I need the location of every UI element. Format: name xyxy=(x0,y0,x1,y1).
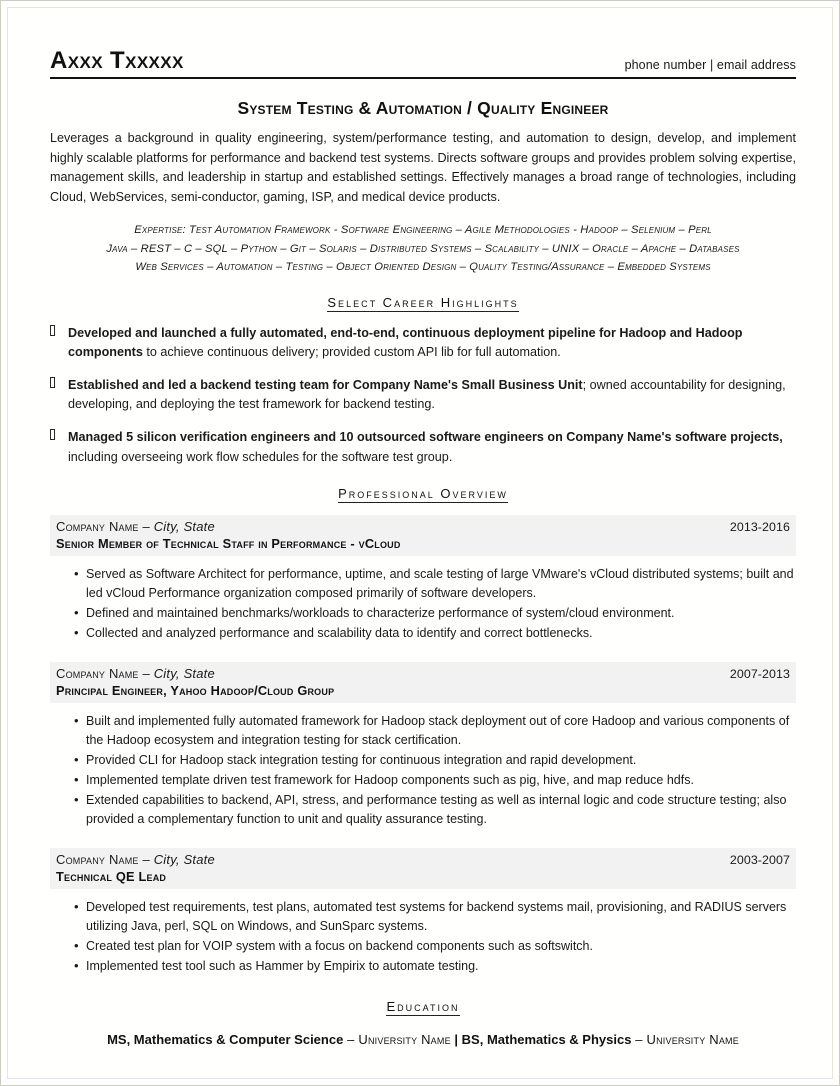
career-highlights-list xyxy=(50,324,796,467)
education-line xyxy=(50,1030,796,1050)
experience-company-row xyxy=(56,519,790,534)
experience-spacer xyxy=(50,644,796,660)
headline-title: System Testing & Automation / Quality Engineer xyxy=(237,98,609,119)
experience-role: Principal Engineer, Yahoo Hadoop/Cloud Group xyxy=(56,682,335,698)
tofu-bullet-icon xyxy=(50,324,68,362)
candidate-name: Axxx Txxxxx xyxy=(50,47,184,74)
highlight-item xyxy=(50,324,796,362)
company-city: City, xyxy=(153,518,184,534)
education-degree-1: MS, Mathematics & Computer Science xyxy=(107,1031,344,1047)
education-school-1: University Name xyxy=(358,1031,451,1047)
highlight-item xyxy=(50,376,796,414)
experience-bullet: • Provided CLI for Hadoop stack integration testing for continuous integration and rapid development. xyxy=(76,751,796,770)
section-heading-education xyxy=(50,998,796,1016)
resume-content xyxy=(50,48,796,1049)
highlight-text xyxy=(68,324,796,362)
highlight-rest-text: ; owned accountability for designing, developing, and deploying the test framework for backend testing. xyxy=(68,378,786,412)
highlight-text xyxy=(68,428,796,466)
company-city: City, xyxy=(153,665,184,681)
experience-header-band xyxy=(50,662,796,703)
experience-dates: 2003-2007 xyxy=(729,852,790,867)
education-school-2: University Name xyxy=(646,1031,739,1047)
section-heading-overview xyxy=(50,485,796,503)
experience-spacer xyxy=(50,830,796,846)
expertise-line-3: Web Services – Automation – Testing – Object Oriented Design – Quality Testing/Assurance – Embedded Systems xyxy=(135,260,711,273)
experience-bullet: • Created test plan for VOIP system with a focus on backend components such as softswitch. xyxy=(76,937,796,956)
experience-company-row xyxy=(56,666,790,681)
highlight-rest-text: including overseeing work flow schedules for the software test group. xyxy=(68,449,453,464)
company-separator: – xyxy=(138,518,154,534)
expertise-line-1: Expertise: Test Automation Framework - Software Engineering – Agile Methodologies - Hadoop – Selenium – Perl xyxy=(134,224,712,237)
experience-entry xyxy=(50,515,796,643)
experience-bullet: • Implemented template driven test framework for Hadoop components such as pig, hive, and map reduce hdfs. xyxy=(76,771,796,790)
company-state: State xyxy=(183,518,215,534)
experience-company xyxy=(56,519,215,534)
highlight-rest-text: to achieve continuous delivery; provided custom API lib for full automation. xyxy=(142,345,561,360)
section-heading-highlights-label: Select Career Highlights xyxy=(327,294,519,310)
company-name: Company Name xyxy=(56,851,139,867)
company-name: Company Name xyxy=(56,665,139,681)
expertise-line-2: Java – REST – C – SQL – Python – Git – Solaris – Distributed Systems – Scalability – UNIX – Oracle – Apache – Databases xyxy=(106,242,740,255)
highlight-bold-text: Established and led a backend testing team for Company Name's Small Business Unit xyxy=(68,378,583,393)
highlight-text xyxy=(68,376,796,414)
experience-header-band xyxy=(50,848,796,889)
experience-bullet: • Served as Software Architect for performance, uptime, and scale testing of large VMware's vCloud distributed systems; built and led vCloud Performance organization composed primarily of software developers. xyxy=(76,565,796,603)
company-state: State xyxy=(183,665,215,681)
resume-header xyxy=(50,48,796,79)
professional-summary: Leverages a background in quality engineering, system/performance testing, and automation to design, develop, and implement highly scalable platforms for performance and backend test systems. Directs software groups and provides problem solving expertise, management skills, and leadership in startup and established settings. Effectively manages a broad range of technologies, including Cloud, WebServices, semi-conductor, gaming, ISP, and medical device products. xyxy=(50,131,796,204)
experience-bullet: • Built and implemented fully automated framework for Hadoop stack deployment out of core Hadoop and various components of the Hadoop ecosystem and integration testing for stack certification. xyxy=(76,712,796,750)
experience-bullets xyxy=(50,565,796,643)
experience-header-band xyxy=(50,515,796,556)
experience-dates: 2007-2013 xyxy=(729,666,790,681)
education-dash-1: – xyxy=(343,1031,359,1047)
section-heading-education-label: Education xyxy=(386,998,460,1014)
experience-bullet: • Extended capabilities to backend, API, stress, and performance testing as well as internal logic and code structure testing; also provided a complementary function to unit and quality assurance testing. xyxy=(76,791,796,829)
experience-bullet: • Developed test requirements, test plans, automated test systems for backend systems mail, provisioning, and RADIUS servers utilizing Java, perl, SQL on Windows, and SunSparc systems. xyxy=(76,898,796,936)
experience-entry xyxy=(50,848,796,976)
education-divider: | xyxy=(450,1031,462,1047)
experience-bullets xyxy=(50,898,796,976)
experience-dates: 2013-2016 xyxy=(729,519,790,534)
experience-role: Technical QE Lead xyxy=(56,868,167,884)
experience-role: Senior Member of Technical Staff in Performance - vCloud xyxy=(56,535,401,551)
experience-bullet: • Implemented test tool such as Hammer by Empirix to automate testing. xyxy=(76,957,796,976)
education-degree-2: BS, Mathematics & Physics xyxy=(461,1031,632,1047)
company-city: City, xyxy=(153,851,184,867)
experience-company xyxy=(56,666,215,681)
experience-bullet: • Defined and maintained benchmarks/workloads to characterize performance of system/cloud environment. xyxy=(76,604,796,623)
section-heading-highlights xyxy=(50,294,796,312)
experience-bullet: • Collected and analyzed performance and scalability data to identify and correct bottlenecks. xyxy=(76,624,796,643)
company-separator: – xyxy=(138,851,154,867)
highlight-bold-text: Developed and launched a fully automated, end-to-end, continuous deployment pipeline for Hadoop and Hadoop components xyxy=(68,325,743,360)
page-inner-border xyxy=(7,7,833,1079)
tofu-bullet-icon xyxy=(50,376,68,414)
company-separator: – xyxy=(138,665,154,681)
company-state: State xyxy=(183,851,215,867)
company-name: Company Name xyxy=(56,518,139,534)
tofu-bullet-icon xyxy=(50,428,68,466)
experience-company xyxy=(56,852,215,867)
experience-company-row xyxy=(56,852,790,867)
experience-entry xyxy=(50,662,796,829)
highlight-bold-text: Managed 5 silicon verification engineers and 10 outsourced software engineers on Company Name's software projects, xyxy=(68,430,783,445)
section-heading-overview-label: Professional Overview xyxy=(338,485,508,501)
expertise-keywords xyxy=(50,221,796,275)
experience-bullets xyxy=(50,712,796,829)
contact-info: phone number | email address xyxy=(624,58,796,73)
highlight-item xyxy=(50,428,796,466)
education-dash-2: – xyxy=(631,1031,647,1047)
